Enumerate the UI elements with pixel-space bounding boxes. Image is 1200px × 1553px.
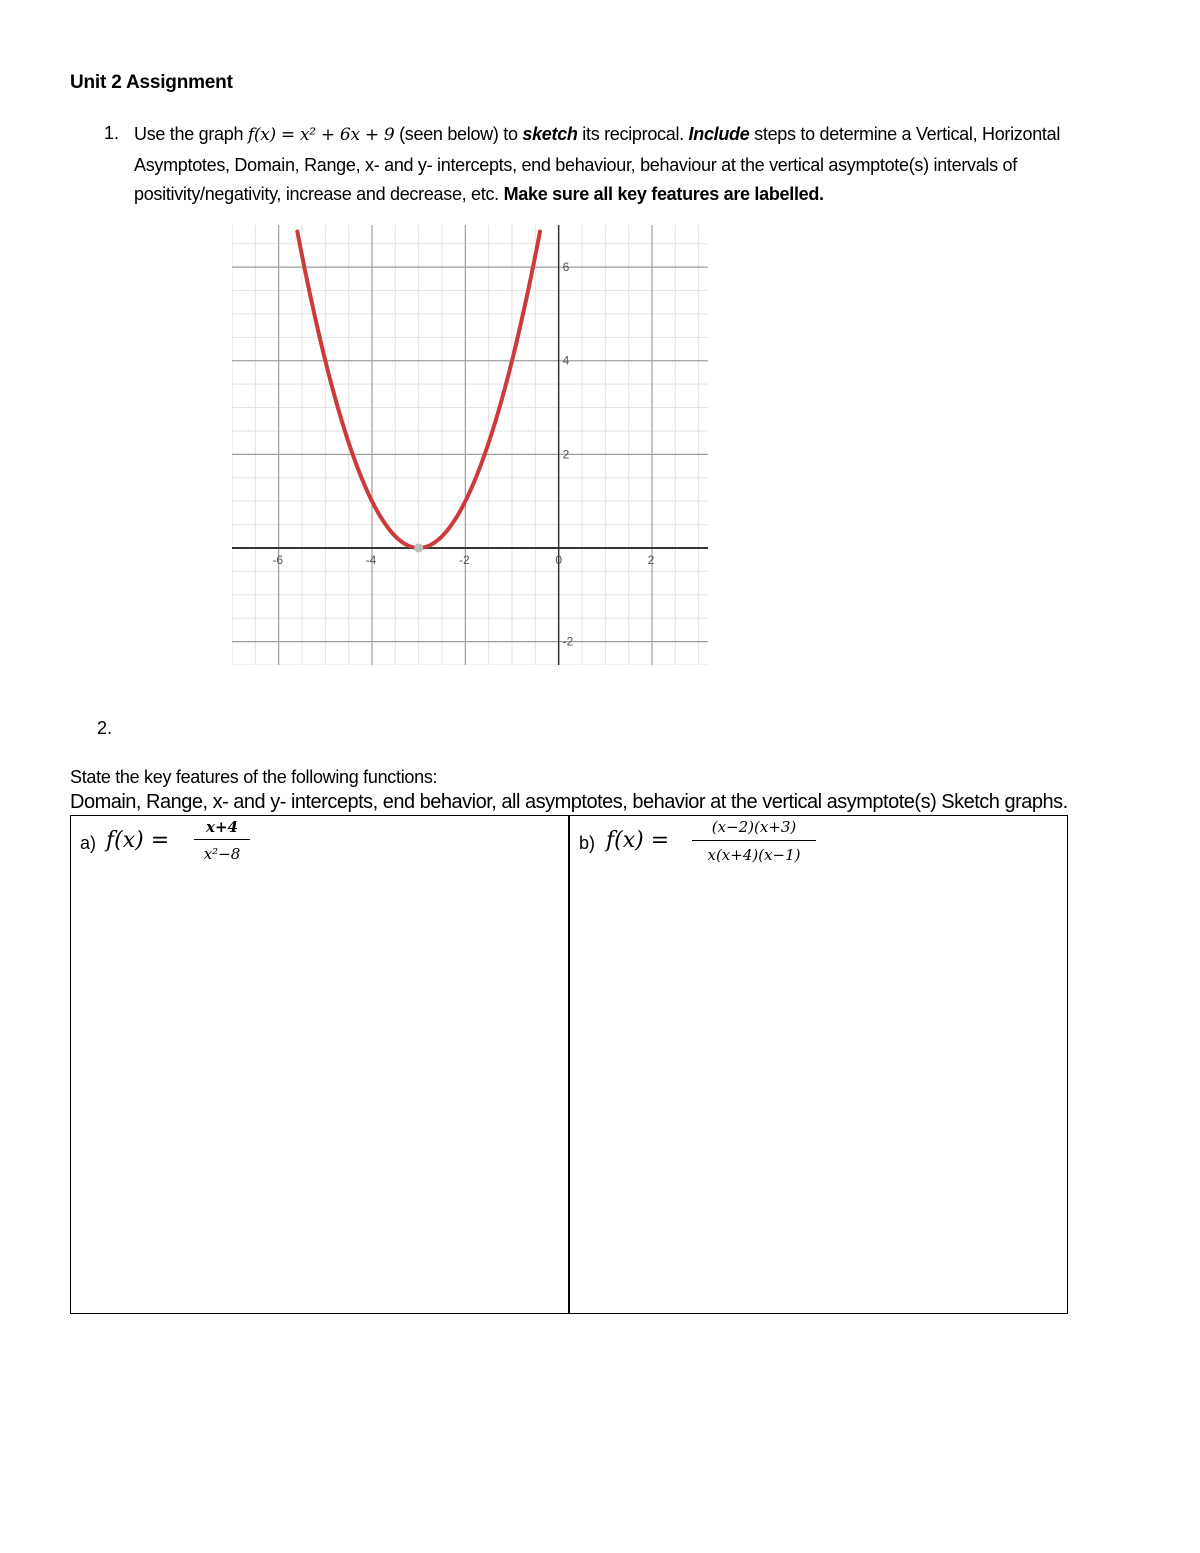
y-tick-label: 4 [562, 353, 570, 368]
vertex-point [414, 543, 423, 552]
page-title: Unit 2 Assignment [70, 72, 233, 93]
question-2-features: Domain, Range, x- and y- intercepts, end behavior, all asymptotes, behavior at the vertical asymptote(s) Sketch graphs. [70, 791, 1068, 813]
question-2-lead: State the key features of the following functions: [70, 767, 438, 787]
x-tick-label: -2 [458, 552, 470, 567]
part-a-numerator: x+4 [206, 818, 238, 836]
q1-text-part: (seen below) to [394, 124, 523, 144]
q1-sketch-word: sketch [522, 124, 578, 144]
q1-function: f(x) = x² + 6x + 9 [247, 125, 395, 145]
part-b-lhs: f(x) = [606, 828, 670, 853]
x-tick-label: -4 [365, 552, 377, 567]
part-a-label: a) [80, 833, 97, 853]
y-tick-label: -2 [562, 634, 574, 649]
question-2-number: 2. [97, 718, 113, 738]
x-tick-label: 2 [647, 552, 655, 567]
part-a-lhs: f(x) = [106, 828, 170, 853]
part-a-denominator: x²−8 [203, 845, 241, 863]
q1-include-word: Include [688, 124, 750, 144]
x-tick-label: -6 [272, 552, 284, 567]
part-b-fraction-bar [692, 840, 816, 841]
q1-text-part: its reciprocal. [577, 124, 689, 144]
grid-minor-lines [232, 225, 708, 665]
part-b-numerator: (x−2)(x+3) [711, 818, 797, 836]
q1-text-part: Use the graph [134, 124, 248, 144]
y-tick-label: 6 [562, 260, 570, 275]
x-tick-label: 0 [555, 552, 563, 567]
question-1-text [134, 120, 1134, 210]
parabola-graph [232, 225, 708, 665]
part-b-label: b) [579, 833, 596, 853]
q1-emphasis: Make sure all key features are labelled. [503, 184, 824, 204]
answer-table-divider [568, 815, 570, 1314]
part-a-fraction-bar [194, 839, 250, 840]
part-b-denominator: x(x+4)(x−1) [707, 846, 801, 864]
q1-text-part: steps to determine a Vertical, Horizontal Asymptotes, Domain, Range, x- and y- intercepts, end behaviour, behaviour at the vertical asymptote(s) intervals of positivity/negativity, increase and decrease, etc. [134, 124, 1061, 204]
y-tick-label: 2 [562, 447, 570, 462]
question-1-number: 1. [104, 123, 120, 143]
